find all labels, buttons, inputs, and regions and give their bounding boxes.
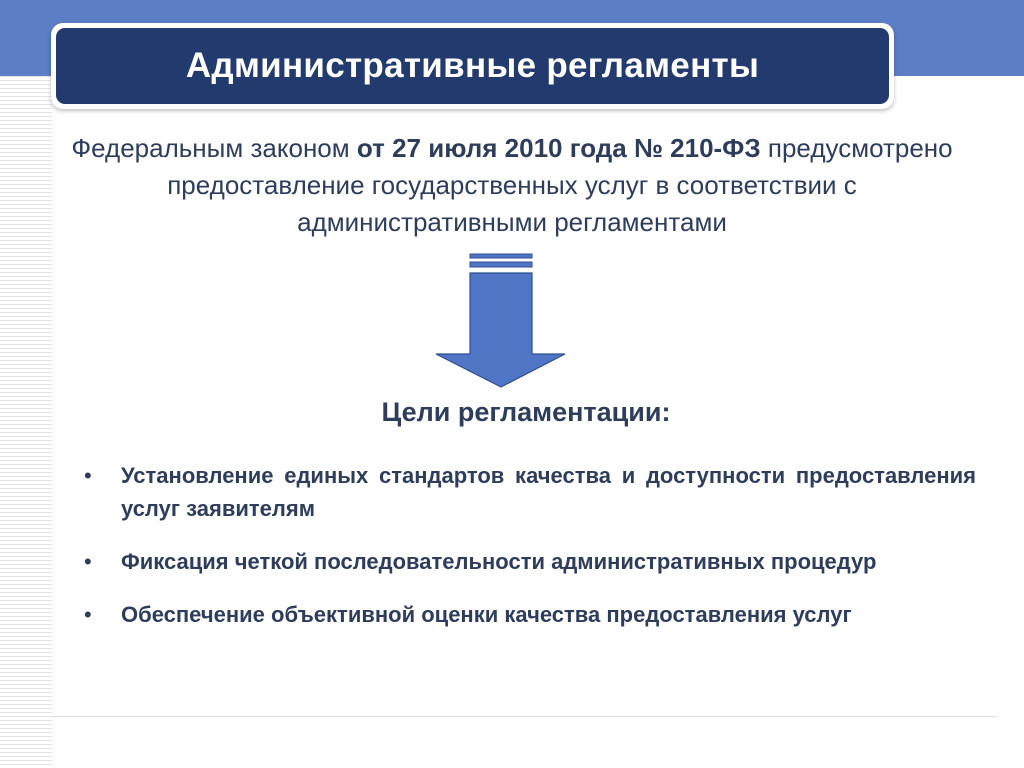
goal-text: Обеспечение объективной оценки качества предоставления услуг bbox=[121, 602, 852, 627]
down-arrow-icon bbox=[430, 250, 570, 390]
bottom-divider bbox=[52, 716, 996, 717]
law-reference: от 27 июля 2010 года № 210-ФЗ bbox=[356, 133, 761, 163]
title-box bbox=[56, 28, 889, 104]
intro-rest: предусмотрено предоставление государственных услуг в соответствии с административными регламентами bbox=[167, 133, 953, 237]
goal-text: Фиксация четкой последовательности административных процедур bbox=[121, 549, 877, 574]
goals-list bbox=[78, 459, 976, 651]
goal-text: Установление единых стандартов качества и доступности предоставления услуг заявителям bbox=[121, 463, 976, 521]
list-item bbox=[78, 459, 976, 525]
goals-heading: Цели регламентации: bbox=[381, 397, 671, 427]
bullet-icon: • bbox=[84, 549, 92, 574]
intro-paragraph bbox=[40, 130, 984, 241]
bullet-icon: • bbox=[84, 463, 92, 488]
list-item bbox=[78, 598, 976, 631]
bullet-icon: • bbox=[84, 602, 92, 627]
list-item bbox=[78, 545, 976, 578]
intro-prefix: Федеральным законом bbox=[71, 133, 357, 163]
slide-title: Административные регламенты bbox=[185, 46, 760, 85]
